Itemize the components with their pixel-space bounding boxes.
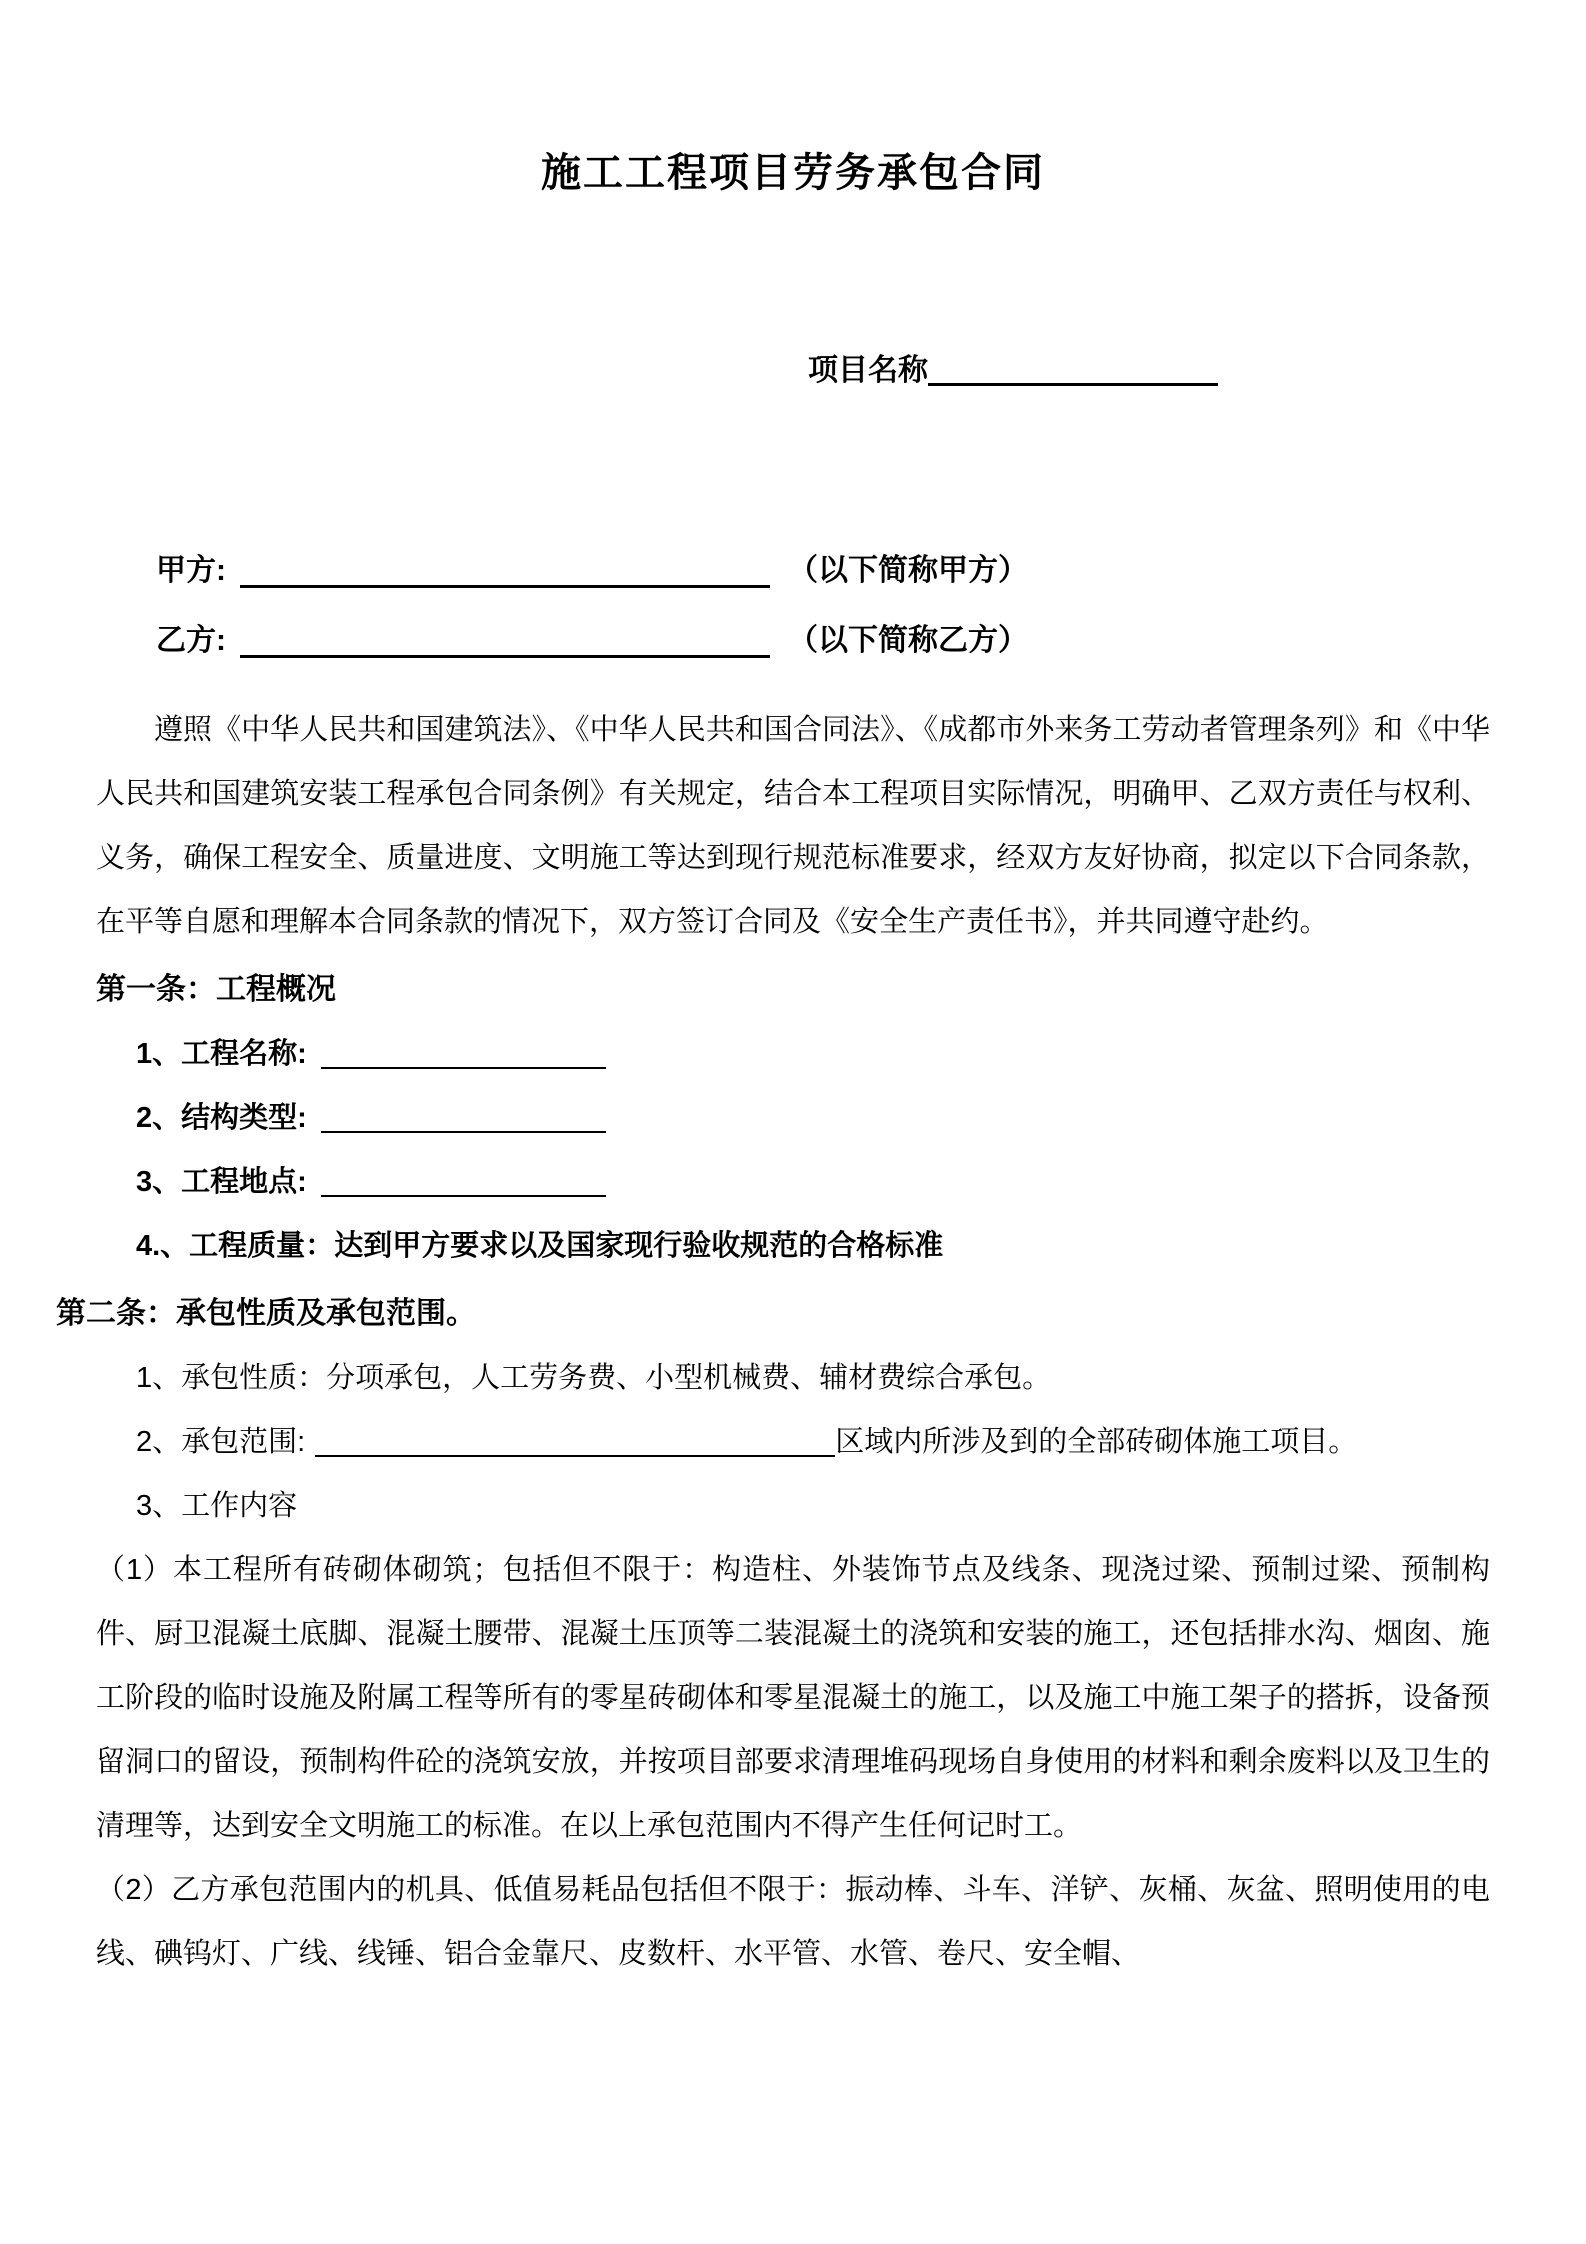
project-name-blank-line	[928, 382, 1218, 386]
article1-item-project-location	[136, 1150, 1490, 1214]
article1-heading: 第一条：工程概况	[96, 973, 336, 1006]
project-name-row	[96, 346, 1490, 396]
article1-item1-label: 1、工程名称:	[136, 1038, 307, 1070]
article2-item3-label: 3、工作内容	[136, 1490, 298, 1522]
article2-item1-label: 1、承包性质：	[136, 1362, 327, 1394]
article1-item2-blank-line	[321, 1130, 606, 1133]
article2-item-work-content	[136, 1474, 1490, 1538]
party-a-row	[156, 536, 1490, 606]
work-content-paragraph-2: （2）乙方承包范围内的机具、低值易耗品包括但不限于：振动棒、斗车、洋铲、灰桶、灰盆、照明使用的电线、碘钨灯、广线、线锤、铝合金靠尺、皮数杆、水平管、水管、卷尺、安全帽、	[96, 1874, 1490, 1970]
article2-heading: 第二条：承包性质及承包范围。	[56, 1297, 476, 1330]
party-b-row	[156, 606, 1490, 676]
preamble-paragraph: 遵照《中华人民共和国建筑法》、《中华人民共和国合同法》、《成都市外来务工劳动者管理条列》和《中华人民共和国建筑安装工程承包合同条例》有关规定，结合本工程项目实际情况，明确甲、乙双方责任与权利、义务，确保工程安全、质量进度、文明施工等达到现行规范标准要求，经双方友好协商，拟定以下合同条款，在平等自愿和理解本合同条款的情况下，双方签订合同及《安全生产责任书》，并共同遵守赴约。	[96, 714, 1490, 938]
project-name-label: 项目名称	[808, 354, 928, 387]
article2-item2-label: 2、承包范围:	[136, 1426, 306, 1458]
party-b-suffix: （以下简称乙方）	[788, 624, 1028, 657]
article1-item2-label: 2、结构类型:	[136, 1102, 307, 1134]
article1-item3-label: 3、工程地点:	[136, 1166, 307, 1198]
party-a-suffix: （以下简称甲方）	[788, 554, 1028, 587]
article1-item-project-quality	[136, 1214, 1490, 1278]
party-a-label: 甲方:	[156, 554, 226, 587]
article1-item-project-name	[136, 1022, 1490, 1086]
work-content-paragraph-1: （1）本工程所有砖砌体砌筑；包括但不限于：构造柱、外装饰节点及线条、现浇过梁、预制过梁、预制构件、厨卫混凝土底脚、混凝土腰带、混凝土压顶等二装混凝土的浇筑和安装的施工，还包括排水沟、烟囱、施工阶段的临时设施及附属工程等所有的零星砖砌体和零星混凝土的施工，以及施工中施工架子的搭拆，设备预留洞口的留设，预制构件砼的浇筑安放，并按项目部要求清理堆码现场自身使用的材料和剩余废料以及卫生的清理等，达到安全文明施工的标准。在以上承包范围内不得产生任何记时工。	[96, 1554, 1490, 1842]
article2-item-contract-nature	[136, 1346, 1490, 1410]
party-b-blank-line	[240, 654, 770, 658]
document-title: 施工工程项目劳务承包合同	[541, 151, 1045, 195]
article1-item4-value: 达到甲方要求以及国家现行验收规范的合格标准	[334, 1230, 944, 1262]
article1-item3-blank-line	[321, 1194, 606, 1197]
article1-item1-blank-line	[321, 1066, 606, 1069]
article2-item2-blank-line	[315, 1454, 835, 1457]
party-a-blank-line	[240, 584, 770, 588]
article1-item4-label: 4.、工程质量：	[136, 1230, 335, 1262]
article1-item-structure-type	[136, 1086, 1490, 1150]
article2-item2-suffix: 区域内所涉及到的全部砖砌体施工项目。	[835, 1426, 1358, 1458]
article2-item-contract-scope	[136, 1410, 1490, 1474]
party-b-label: 乙方:	[156, 624, 226, 657]
article2-item1-value: 分项承包，人工劳务费、小型机械费、辅材费综合承包。	[326, 1362, 1052, 1394]
